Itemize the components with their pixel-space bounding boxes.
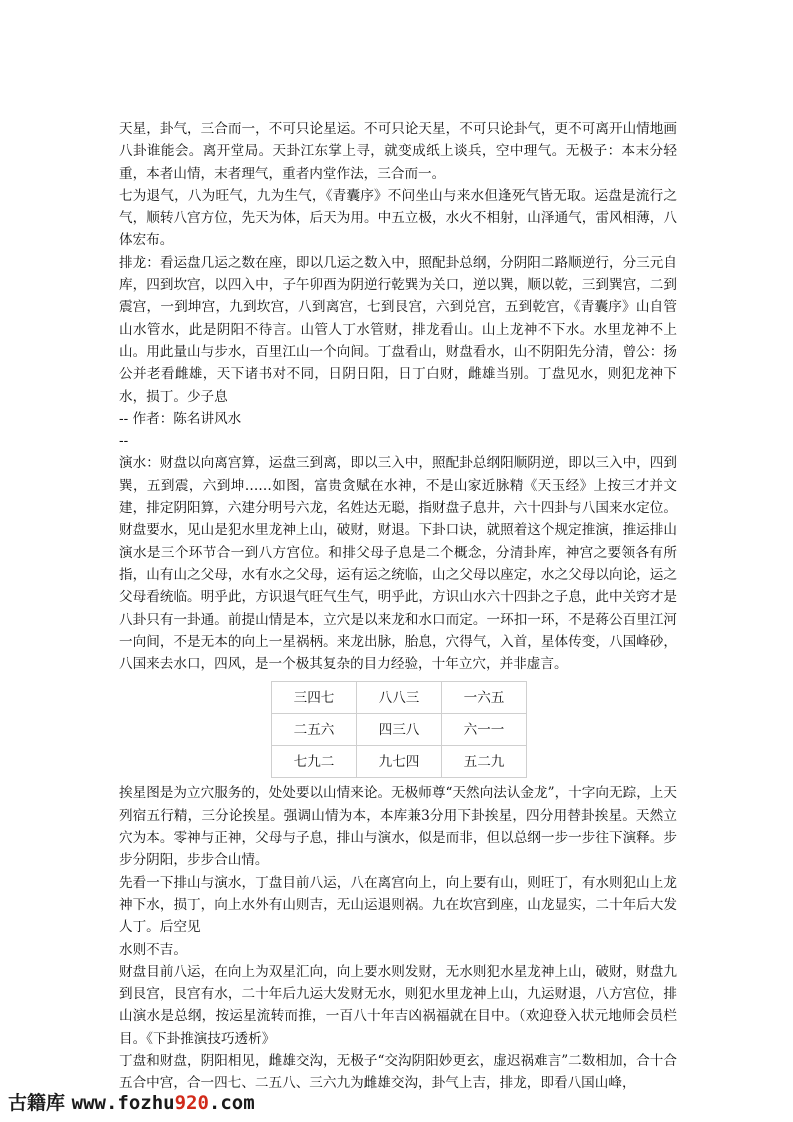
grid-cell: 二五六 <box>272 714 357 746</box>
document-body <box>119 118 677 1095</box>
grid-row <box>272 746 527 778</box>
watermark-footer <box>8 1088 255 1115</box>
grid-cell: 四三八 <box>357 714 442 746</box>
grid-cell: 三四七 <box>272 682 357 714</box>
grid-cell: 六一一 <box>442 714 527 746</box>
paragraph: 丁盘和财盘，阴阳相见，雌雄交沟，无极子“交沟阴阳妙更玄，虚迟祸难言”二数相加，合十合五合中宫，合一四七、二五八、三六九为雌雄交沟，卦气上吉，排龙，即看八国山峰， <box>119 1052 677 1092</box>
grid-cell: 五二九 <box>442 746 527 778</box>
paragraph: 排龙：看运盘几运之数在座，即以几运之数入中，照配卦总纲，分阴阳二路顺逆行，分三元自库，四到坎宫，以四入中，子午卯酉为阴逆行乾巽为关口，逆以巽，顺以乾，三到巽宫，二到震宫，一到坤宫，九到坎宫，八到离宫，七到艮宫，六到兑宫，五到乾宫，《青囊序》山自管山水管水，此是阴阳不待言。山管人丁水管财，排龙看山。山上龙神不下水。水里龙神不上山。用此量山与步水，百里江山一个向间。丁盘看山，财盘看水，山不阴阳先分清，曾公：扬公并老看雌雄，天下诸书对不同，日阴日阳，日丁白财，雌雄当别。丁盘见水，则犯龙神下水，损丁。少子息 <box>119 254 677 405</box>
separator-line: -- <box>119 433 129 450</box>
footer-site-prefix: www.fozhu <box>71 1092 175 1114</box>
footer-brand: 古籍库 <box>8 1092 66 1114</box>
grid-cell: 八八三 <box>357 682 442 714</box>
grid-cell: 一六五 <box>442 682 527 714</box>
author-line: -- 作者：陈名讲风水 <box>119 410 242 427</box>
grid-cell: 九七四 <box>357 746 442 778</box>
grid-row <box>272 714 527 746</box>
footer-site[interactable] <box>72 1092 255 1114</box>
paragraph: 水则不吉。 <box>119 941 187 958</box>
footer-site-number: 920 <box>174 1092 209 1114</box>
paragraph: 先看一下排山与演水，丁盘目前八运，八在离宫向上，向上要有山，则旺丁，有水则犯山上龙神下水，损丁，向上水外有山则吉，无山运退则祸。九在坎宫到座，山龙显实，二十年后大发人丁。后空见 <box>119 874 677 936</box>
grid-row <box>272 682 527 714</box>
footer-site-suffix: .com <box>208 1092 255 1114</box>
paragraph: 挨星图是为立穴服务的，处处要以山情来论。无极师尊“天然向法认金龙”，十字向无踪，上天列宿五行精，三分论挨星。强调山情为本，本库兼3分用下卦挨星，四分用替卦挨星。天然立穴为本。零神与正神，父母与子息，排山与演水，似是而非，但以总纲一步一步往下演释。步步分阴阳，步步合山情。 <box>119 785 677 869</box>
paragraph: 天星，卦气，三合而一，不可只论星运。不可只论天星，不可只论卦气，更不可离开山情地画八卦谁能会。离开堂局。天卦江东掌上寻，就变成纸上谈兵，空中理气。无极子：本末分轻重，本者山情，末者理气，重者内堂作法，三合而一。 <box>119 121 677 182</box>
grid-cell: 七九二 <box>272 746 357 778</box>
paragraph: 演水：财盘以向离宫算，运盘三到离，即以三入中，照配卦总纲阳顺阴逆，即以三入中，四到巽，五到震，六到坤……如图，富贵贪赋在水神，不是山家近脉精《天玉经》上按三才并文建，排定阴阳算，六建分明号六龙，名姓达无聪，指财盘子息井，六十四卦与八国来水定位。财盘要水，见山是犯水里龙神上山，破财，财退。下卦口诀，就照着这个规定推演，推运排山演水是三个环节合一到八方宫位。和排父母子息是二个概念，分清卦库，神宫之要领各有所指，山有山之父母，水有水之父母，运有运之统临，山之父母以座定，水之父母以向论，运之父母看统临。明乎此，方识退气旺气生气，明乎此，方识山水六十四卦之子息，此中关窍才是八卦只有一卦通。前提山情是本，立穴是以来龙和水口而定。一环扣一环，不是蒋公百里江河一向间，不是无本的向上一星祸柄。来龙出脉，胎息，穴得气，入首，星体传变，八国峰砂，八国来去水口，四风，是一个极其复杂的目力经验，十年立穴，并非虚言。 <box>119 455 677 673</box>
paragraph: 七为退气，八为旺气，九为生气，《青囊序》不问坐山与来水但逢死气皆无取。运盘是流行之气，顺转八宫方位，先天为体，后天为用。中五立极，水火不相射，山泽通气，雷风相薄，八体宏布。 <box>119 187 677 249</box>
flying-star-grid <box>271 681 527 778</box>
paragraph: 财盘目前八运，在向上为双星汇向，向上要水则发财，无水则犯水星龙神上山，破财，财盘九到艮宫，艮宫有水，二十年后九运大发财无水，则犯水里龙神上山，九运财退，八方宫位，排山演水是总纲，按运星流转而推，一百八十年吉凶祸福就在目中。（欢迎登入状元地师会员栏目。《下卦推演技巧透析》 <box>119 963 677 1047</box>
